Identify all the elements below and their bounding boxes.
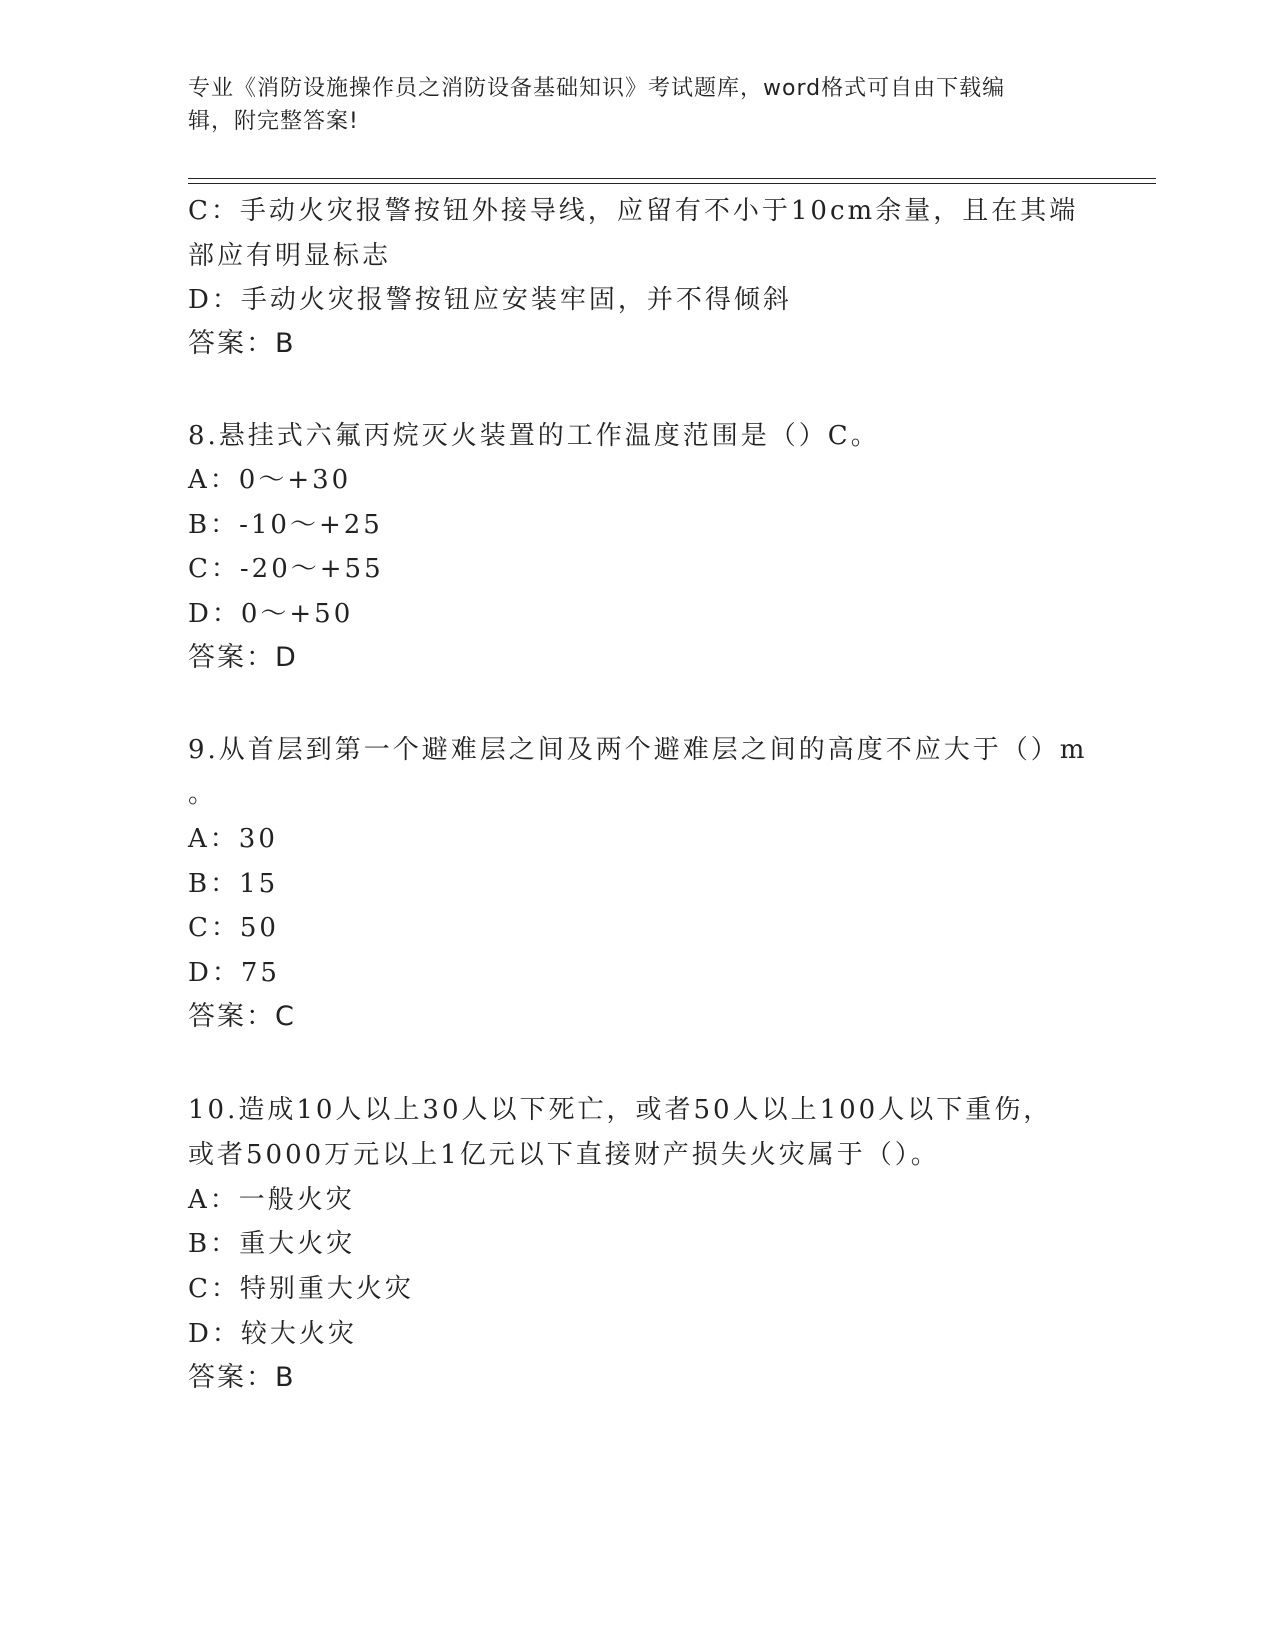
header-line-2: 辑，附完整答案! (188, 109, 359, 134)
question-stem: 10.造成10人以上30人以下死亡，或者50人以上100人以下重伤， (188, 1095, 1053, 1125)
header-line-1: 专业《消防设施操作员之消防设备基础知识》考试题库，word格式可自由下载编 (188, 76, 1006, 101)
answer: 答案：B (188, 328, 296, 359)
option-b: B：-10～+25 (188, 510, 383, 540)
option-b: B：15 (188, 869, 279, 899)
question-stem-continued: 。 (188, 779, 218, 809)
option-d: D：75 (188, 958, 280, 988)
option-c: C：特别重大火灾 (188, 1274, 414, 1304)
option-b: B：重大火灾 (188, 1229, 356, 1259)
option-c: C：50 (188, 913, 279, 943)
option-c: C：-20～+55 (188, 554, 384, 584)
answer: 答案：B (188, 1362, 296, 1393)
header-divider-top (188, 178, 1156, 179)
option-a: A：30 (188, 824, 278, 854)
option-c: C：手动火灾报警按钮外接导线，应留有不小于10cm余量，且在其端 (188, 196, 1079, 226)
option-d: D：较大火灾 (188, 1319, 357, 1349)
question-stem: 9.从首层到第一个避难层之间及两个避难层之间的高度不应大于（）m (188, 735, 1088, 765)
answer: 答案：C (188, 1001, 296, 1032)
answer: 答案：D (188, 642, 298, 673)
option-a: A：0～+30 (188, 465, 352, 495)
option-d: D：0～+50 (188, 599, 354, 629)
option-d: D：手动火灾报警按钮应安装牢固，并不得倾斜 (188, 285, 792, 315)
header-divider-bottom (188, 183, 1156, 184)
document-header (188, 72, 1068, 138)
option-a: A：一般火灾 (188, 1185, 355, 1215)
question-stem: 8.悬挂式六氟丙烷灭火装置的工作温度范围是（）C。 (188, 421, 880, 451)
option-c-continued: 部应有明显标志 (188, 241, 392, 271)
question-stem-continued: 或者5000万元以上1亿元以下直接财产损失火灾属于（）。 (188, 1140, 940, 1170)
